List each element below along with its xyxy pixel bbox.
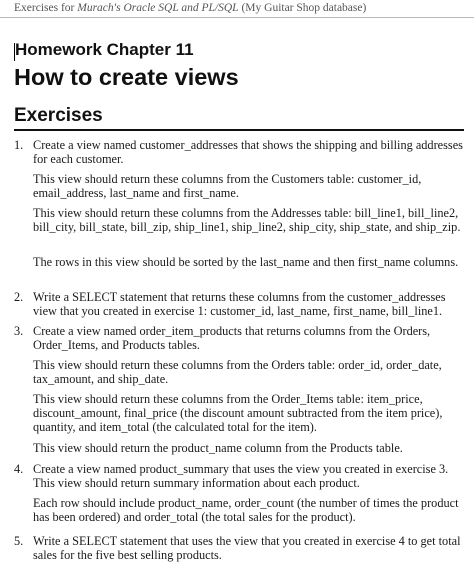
exercise-paragraph: Each row should include product_name, order_count (the number of times the product has been ordered) and order_total (the total sales for the product). [33,496,459,525]
chapter-heading: Homework Chapter 11 [15,40,194,59]
exercise-paragraph: Write a SELECT statement that returns these columns from the customer_addresses view that you created in exercise 1: customer_id, last_name, first_name, bill_line1. [33,290,446,319]
exercise-paragraph: This view should return these columns from the Customers table: customer_id, email_address, last_name and first_name. [33,172,422,201]
exercise-number: 4. [14,462,24,476]
header-suffix: (My Guitar Shop database) [238,2,367,14]
page-title: How to create views [14,64,239,90]
exercise-number: 1. [14,138,24,152]
exercise-number: 3. [14,324,24,338]
exercise-paragraph: This view should return these columns from the Addresses table: bill_line1, bill_line2, bill_city, bill_state, bill_zip, ship_line1, ship_line2, ship_city, ship_state, and ship_zip. [33,206,461,235]
exercise-paragraph: The rows in this view should be sorted by the last_name and then first_name columns. [33,255,459,269]
header-prefix: Exercises for [14,2,78,14]
exercise-paragraph: This view should return the product_name column from the Products table. [33,441,403,455]
section-rule [14,129,464,131]
section-heading: Exercises [14,105,103,126]
exercise-paragraph: This view should return these columns from the Orders table: order_id, order_date, tax_amount, and ship_date. [33,358,442,387]
exercise-paragraph: This view should return these columns from the Order_Items table: item_price, discount_amount, final_price (the discount amount subtracted from the item price), quantity, and item_total (the calculated total for the item). [33,392,443,435]
exercise-paragraph: Write a SELECT statement that uses the view that you created in exercise 4 to get total sales for the five best selling products. [33,534,461,563]
book-title: Murach's Oracle SQL and PL/SQL [77,2,239,14]
exercise-number: 5. [14,534,24,548]
header-rule [0,17,474,18]
exercise-number: 2. [14,290,24,304]
exercise-paragraph: Create a view named customer_addresses that shows the shipping and billing addresses for each customer. [33,138,463,167]
running-header [14,2,366,14]
exercise-paragraph: Create a view named order_item_products that returns columns from the Orders, Order_Items, and Products tables. [33,324,431,353]
exercise-paragraph: Create a view named product_summary that uses the view you created in exercise 3. This view should return summary information about each product. [33,462,449,491]
